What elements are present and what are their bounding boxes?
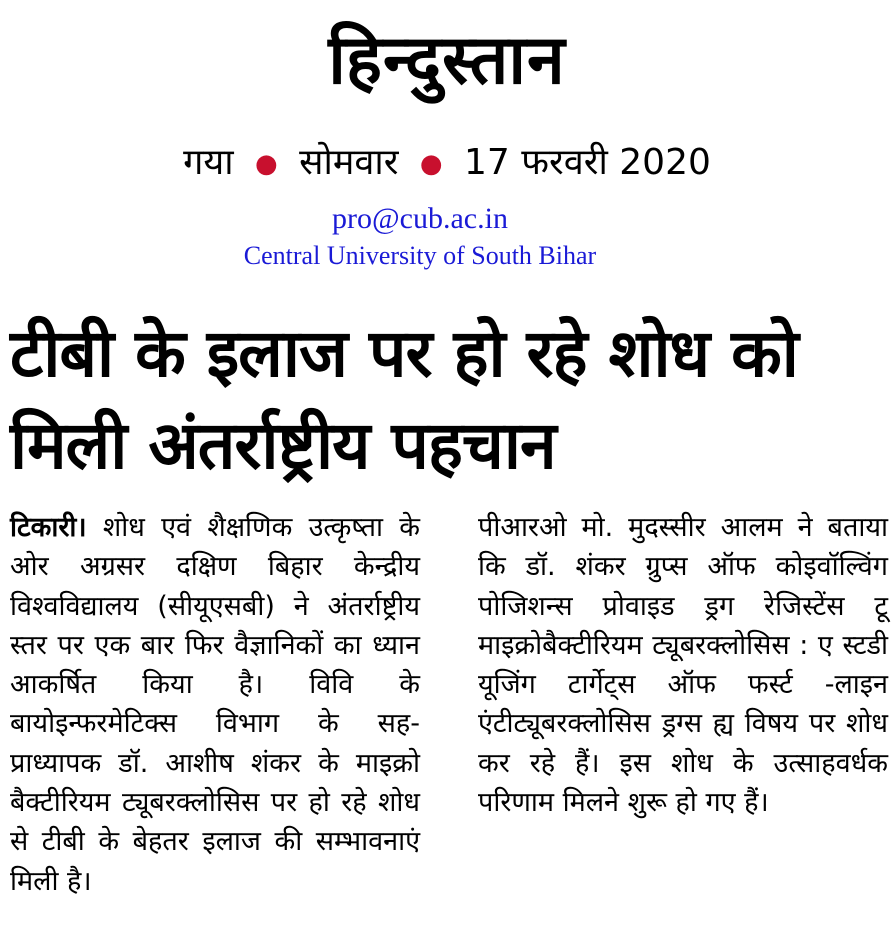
institution-name: Central University of South Bihar xyxy=(243,241,597,270)
bullet-dot-icon: ● xyxy=(419,149,443,179)
article-paragraph-2: पीआरओ मो. मुदस्सीर आलम ने बताया कि डॉ. शंकर ग्रुप्स ऑफ कोइवॉल्विंग पोजिशन्स प्रोवाइड ड्रग रेजिस्टेंस टू माइक्रोबैक्टीरियम ट्यूबरक्लोसिस : ए स्टडी यूजिंग टार्गेट्स ऑफ फर्स्ट -लाइन एंटीट्यूबरक्लोसिस ड्रग्स ह्य विषय पर शोध कर रहे हैं। इस शोध के उत्साहवर्धक परिणाम मिलने शुरू हो गए हैं। xyxy=(478,512,888,819)
article-headline: टीबी के इलाज पर हो रहे शोध को मिली अंतर्राष्ट्रीय पहचान xyxy=(10,315,798,484)
dateline-city: गया xyxy=(183,142,234,183)
article-paragraph-1 xyxy=(10,508,420,901)
contact-email: pro@cub.ac.in xyxy=(332,202,508,235)
dateline-place: टिकारी। xyxy=(10,512,87,543)
article-column-2 xyxy=(478,508,888,822)
dateline xyxy=(0,140,894,187)
bullet-dot-icon: ● xyxy=(255,149,278,179)
dateline-date: 17 फरवरी 2020 xyxy=(464,142,711,183)
article-text-1: शोध एवं शैक्षणिक उत्कृष्ता के ओर अग्रसर दक्षिण बिहार केन्द्रीय विश्वविद्यालय (सीयूएसबी) ने अंतर्राष्ट्रीय स्तर पर एक बार फिर वैज्ञानिकों का ध्यान आकर्षित किया है। विवि के बायोइन्फरमेटिक्स विभाग के सह- प्राध्यापक डॉ. आशीष शंकर के माइक्रो बैक्टीरियम ट्यूबरक्लोसिस पर हो रहे शोध से टीबी के बेहतर इलाज की सम्भावनाएं मिली है। xyxy=(10,512,420,897)
newspaper-masthead: हिन्दुस्तान xyxy=(328,21,566,100)
dateline-day: सोमवार xyxy=(299,142,399,183)
article-column-1 xyxy=(10,508,420,901)
